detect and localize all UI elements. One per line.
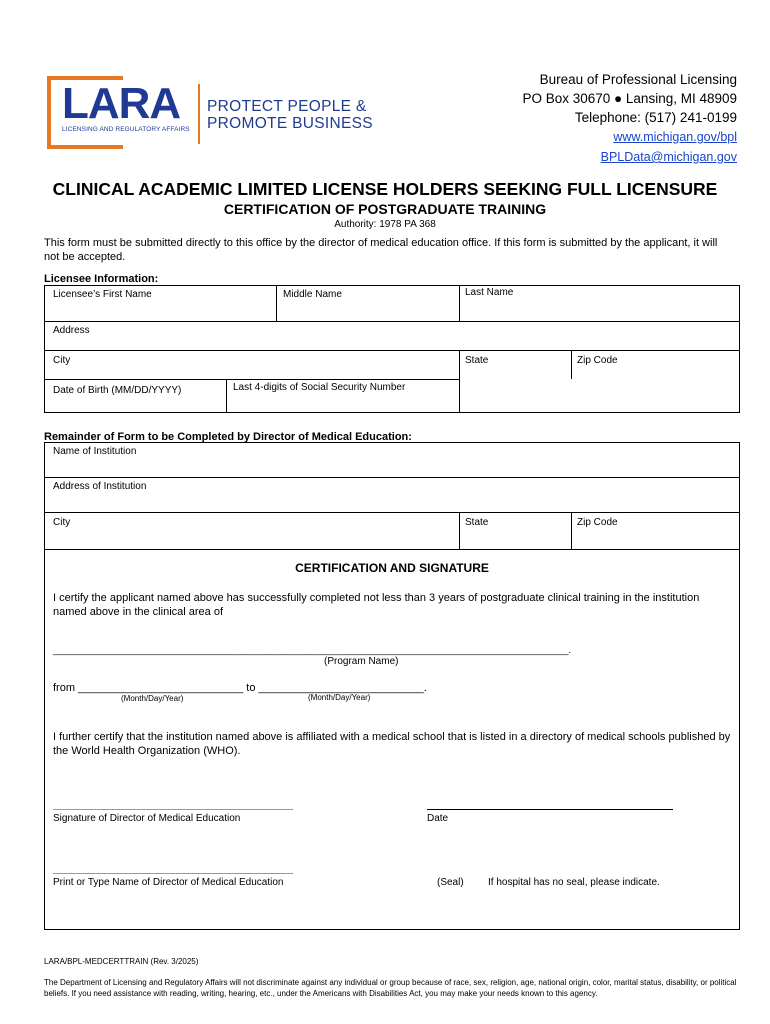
logo-tagline [207, 98, 373, 132]
seal-note: If hospital has no seal, please indicate. [488, 877, 660, 888]
logo-divider [198, 84, 200, 144]
seal-label: (Seal) [437, 877, 464, 888]
certification-heading: CERTIFICATION AND SIGNATURE [295, 561, 489, 575]
bureau-email-link[interactable]: BPLData@michigan.gov [600, 150, 737, 164]
form-id: LARA/BPL-MEDCERTTRAIN (Rev. 3/2025) [44, 957, 199, 966]
print-name-line[interactable] [53, 873, 293, 874]
licensee-col-divider [226, 379, 227, 413]
from-date-label: (Month/Day/Year) [121, 694, 184, 703]
logo-wordmark: LARA [62, 79, 181, 128]
licensee-col-divider [571, 350, 572, 379]
address-field[interactable]: Address [53, 325, 90, 336]
logo-subtitle: LICENSING AND REGULATORY AFFAIRS [62, 126, 190, 133]
nondiscrimination-notice: The Department of Licensing and Regulatory Affairs will not discriminate against any individual or group because of race, sex, religion, age, national origin, color, marital status, disability, or political beliefs. If you need assistance with reading, writing, hearing, etc., under the Americans with Disabilities Act, you may make your needs known to this agency. [44, 978, 737, 998]
bureau-website-link[interactable]: www.michigan.gov/bpl [613, 130, 737, 144]
dob-field[interactable]: Date of Birth (MM/DD/YYYY) [53, 385, 182, 396]
institution-heading: Remainder of Form to be Completed by Director of Medical Education: [44, 431, 412, 443]
tagline-line-2: PROMOTE BUSINESS [207, 115, 373, 132]
form-title: CLINICAL ACADEMIC LIMITED LICENSE HOLDERS SEEKING FULL LICENSURE [52, 179, 718, 199]
institution-zip-field[interactable]: Zip Code [577, 517, 618, 528]
state-field[interactable]: State [465, 355, 489, 366]
form-subtitle: CERTIFICATION OF POSTGRADUATE TRAINING [223, 201, 547, 217]
licensee-heading: Licensee Information: [44, 273, 159, 285]
program-name-label: (Program Name) [324, 656, 399, 667]
institution-city-field[interactable]: City [53, 517, 71, 528]
licensee-row-divider [44, 350, 740, 351]
first-name-field[interactable]: Licensee’s First Name [53, 289, 152, 300]
institution-col-divider [459, 512, 460, 550]
institution-table [44, 442, 740, 550]
authority-note: Authority: 1978 PA 368 [334, 219, 436, 230]
middle-name-field[interactable]: Middle Name [283, 289, 342, 300]
date-line[interactable] [427, 809, 673, 810]
tagline-line-1: PROTECT PEOPLE & [207, 98, 367, 115]
institution-address-field[interactable]: Address of Institution [53, 481, 147, 492]
program-name-input[interactable]: _______________________________________________________________________________________________________. [53, 645, 572, 655]
bureau-address: PO Box 30670 ● Lansing, MI 48909 [522, 91, 737, 106]
ssn-field[interactable]: Last 4-digits of Social Security Number [233, 382, 406, 393]
licensee-row-divider [44, 321, 740, 322]
bureau-name: Bureau of Professional Licensing [539, 72, 737, 87]
institution-row-divider [44, 477, 740, 478]
institution-col-divider [571, 512, 572, 550]
licensee-row-divider [44, 379, 459, 380]
zip-field[interactable]: Zip Code [577, 355, 618, 366]
training-dates-input[interactable]: from ___________________________ to ___________________________. [53, 682, 427, 694]
intro-instructions: This form must be submitted directly to this office by the director of medical education office. If this form is submitted by the applicant, it will not be accepted. [44, 237, 718, 263]
licensee-col-divider [459, 350, 460, 413]
institution-name-field[interactable]: Name of Institution [53, 446, 137, 457]
institution-row-divider [44, 512, 740, 513]
certification-statement: I certify the applicant named above has successfully completed not less than 3 years of postgraduate clinical training in the institution named above in the clinical area of [53, 592, 700, 618]
signature-line[interactable] [53, 809, 293, 810]
bureau-contact [522, 70, 737, 167]
date-label: Date [427, 813, 449, 824]
who-affiliation-statement: I further certify that the institution named above is affiliated with a medical school that is listed in a directory of medical schools published by the World Health Organization (WHO). [53, 731, 731, 757]
licensee-col-divider [459, 285, 460, 321]
to-date-label: (Month/Day/Year) [308, 693, 371, 702]
last-name-field[interactable]: Last Name [465, 287, 514, 298]
city-field[interactable]: City [53, 355, 71, 366]
institution-state-field[interactable]: State [465, 517, 489, 528]
print-name-label: Print or Type Name of Director of Medical Education [53, 877, 284, 888]
licensee-col-divider [276, 285, 277, 321]
signature-label: Signature of Director of Medical Education [53, 813, 241, 824]
bureau-phone: Telephone: (517) 241-0199 [574, 110, 737, 125]
